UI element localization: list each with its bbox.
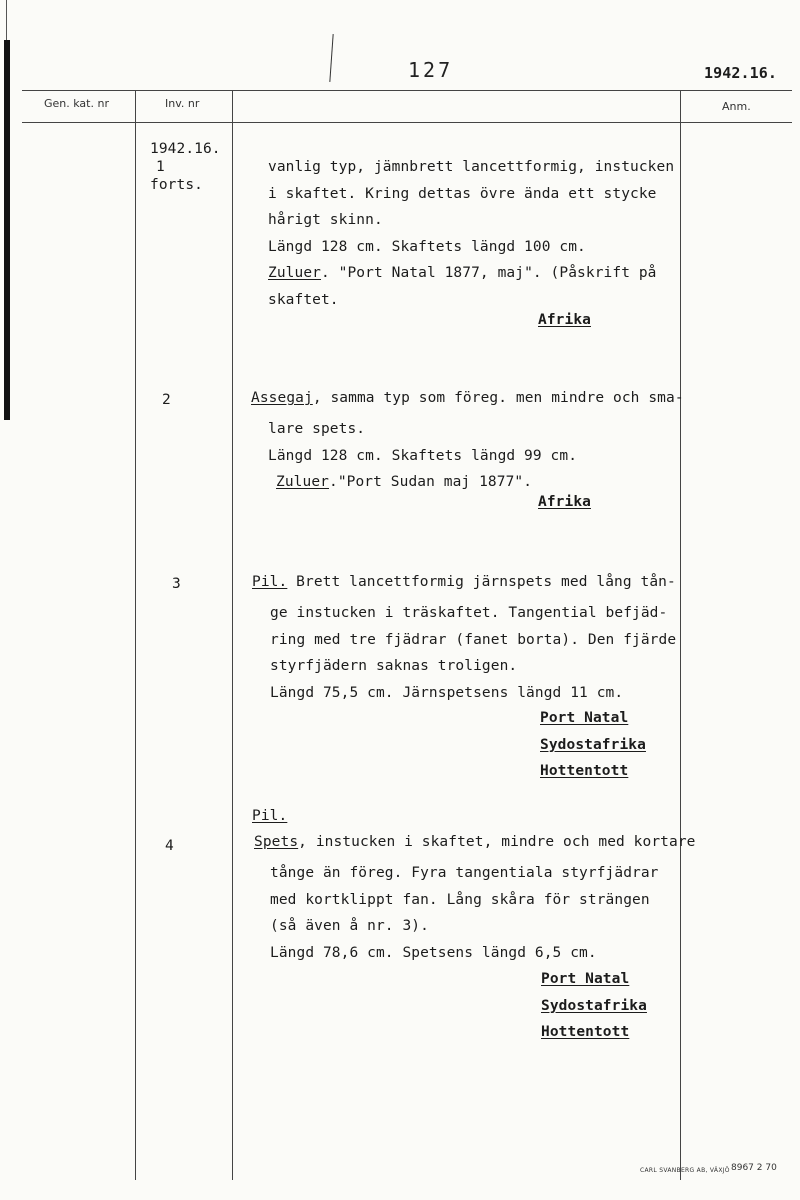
entry-1-people-rest: . "Port Natal 1877, maj". (Påskrift på (320, 265, 657, 281)
entry-3-inv: 3 (172, 576, 181, 592)
entry-3-text (270, 600, 676, 706)
entry-2-people-rest: ."Port Sudan maj 1877". (328, 474, 533, 490)
entry-4-place: Sydostafrika (541, 997, 647, 1014)
entry-2-people: Zuluer (276, 474, 329, 490)
entry-2-line: Längd 128 cm. Skaftets längd 99 cm. (268, 447, 578, 464)
entry-4-title-line (254, 834, 696, 850)
entry-4-inv: 4 (165, 838, 174, 854)
entry-1-text (268, 154, 674, 313)
form-code: 8967 2 70 (731, 1163, 777, 1173)
page-number: 127 (408, 58, 454, 82)
entry-3-line: ring med tre fjädrar (fanet borta). Den fjärde (270, 631, 677, 648)
page-edge-line (6, 0, 7, 40)
entry-4-line: tånge än föreg. Fyra tangentiala styrfjädrar (270, 865, 659, 881)
entry-1-inv-line: 1942.16. (150, 141, 221, 157)
entry-4-place: Port Natal (541, 971, 630, 987)
entry-4-line: Längd 78,6 cm. Spetsens längd 6,5 cm. (270, 944, 597, 961)
header-top-rule (22, 90, 792, 91)
entry-3-place: Hottentott (540, 763, 629, 779)
printer-imprint: CARL SVANBERG AB, VÄXJÖ (640, 1167, 730, 1174)
entry-1-line: Längd 128 cm. Skaftets längd 100 cm. (268, 238, 586, 255)
entry-4-place: Hottentott (541, 1024, 630, 1040)
entry-3-line: ge instucken i träskaftet. Tangential befjäd- (270, 605, 668, 621)
page-edge-bar (4, 40, 10, 420)
entry-4-places (541, 966, 647, 1046)
entry-1-line: i skaftet. Kring dettas övre ända ett stycke (268, 185, 657, 202)
catalog-reference: 1942.16. (704, 64, 778, 82)
column-header-inv-nr: Inv. nr (165, 97, 200, 110)
entry-2-title-rest: , samma typ som föreg. men mindre och sma- (312, 390, 684, 406)
entry-4-title-rest: , instucken i skaftet, mindre och med kortare (298, 834, 696, 850)
pencil-mark (329, 34, 333, 82)
entry-3-line: Längd 75,5 cm. Järnspetsens längd 11 cm. (270, 684, 624, 701)
header-bottom-rule (22, 122, 792, 123)
entry-1-people: Zuluer (268, 265, 321, 281)
entry-4-text (270, 860, 659, 966)
entry-1-people-line (268, 260, 674, 287)
entry-2-title: Assegaj (251, 390, 313, 406)
entry-1-inv (150, 140, 221, 194)
entry-1-inv-line: 1 (156, 159, 165, 175)
entry-3-title: Pil. (252, 574, 288, 590)
entry-3-places (540, 705, 646, 785)
entry-3-place: Port Natal (540, 710, 629, 726)
entry-3-place: Sydostafrika (540, 736, 646, 753)
entry-1-line: skaftet. (268, 291, 339, 308)
entry-2-line: lare spets. (268, 421, 366, 437)
column-header-anm: Anm. (722, 100, 751, 113)
entry-3-line: styrfjädern saknas troligen. (270, 658, 518, 674)
entry-4-line: (så även å nr. 3). (270, 918, 429, 934)
entry-3-title-line (252, 574, 676, 590)
entry-1-line: hårigt skinn. (268, 212, 383, 228)
column-divider-inv (232, 90, 233, 1180)
entry-3-title-rest: Brett lancettformig järnspets med lång tån- (287, 574, 676, 590)
column-divider-gen (135, 90, 136, 1180)
column-header-gen-kat-nr: Gen. kat. nr (44, 97, 109, 110)
entry-4-line: med kortklippt fan. Lång skåra för strängen (270, 891, 650, 908)
entry-1-inv-line: forts. (150, 177, 203, 193)
entry-2-text (268, 416, 577, 496)
entry-2-people-line (268, 469, 577, 496)
entry-4-heading: Pil. (252, 808, 288, 824)
entry-2-title-line (251, 390, 684, 406)
entry-1-line: vanlig typ, jämnbrett lancettformig, instucken (268, 159, 675, 175)
entry-1-region: Afrika (538, 312, 591, 328)
entry-2-region: Afrika (538, 494, 591, 510)
column-divider-anm (680, 90, 681, 1180)
entry-4-title: Spets (254, 834, 299, 850)
entry-2-inv: 2 (162, 392, 171, 408)
